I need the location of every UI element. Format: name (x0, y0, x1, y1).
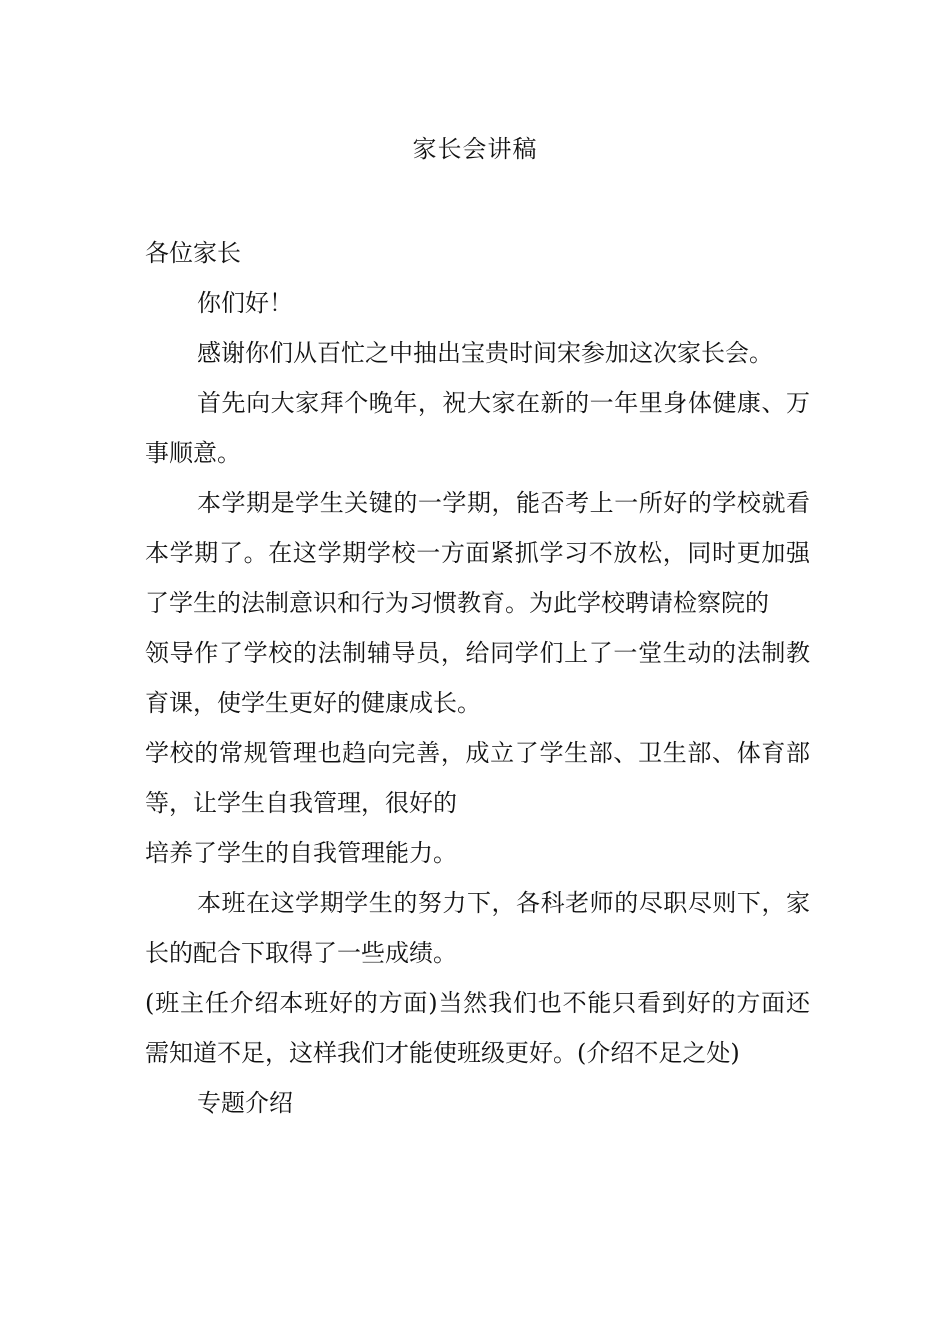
paragraph-self-management: 培养了学生的自我管理能力。 (145, 839, 457, 867)
paragraph-class-achievements: 本班在这学期学生的努力下，各科老师的尽职尽则下，家长的配合下取得了一些成绩。 (145, 889, 810, 967)
paragraph-routine-management: 学校的常规管理也趋向完善，成立了学生部、卫生部、体育部等，让学生自我管理，很好的 (145, 739, 810, 817)
document-body (145, 228, 810, 1128)
paragraph-greeting: 各位家长 (145, 239, 241, 267)
paragraph-new-year-wishes: 首先向大家拜个晚年，祝大家在新的一年里身体健康、万事顺意。 (145, 389, 810, 467)
paragraph-hello: 你们好！ (197, 289, 293, 317)
paragraph-thanks: 感谢你们从百忙之中抽出宝贵时间宋参加这次家长会。 (197, 339, 773, 367)
paragraph-class-strengths-weaknesses: (班主任介绍本班好的方面)当然我们也不能只看到好的方面还需知道不足，这样我们才能使班级更好。(介绍不足之处) (145, 989, 810, 1067)
document-title: 家长会讲稿 (412, 135, 538, 163)
paragraph-semester-importance: 本学期是学生关键的一学期，能否考上一所好的学校就看本学期了。在这学期学校一方面紧抓学习不放松，同时更加强了学生的法制意识和行为习惯教育。为此学校聘请检察院的 (145, 489, 810, 617)
paragraph-legal-education: 领导作了学校的法制辅导员，给同学们上了一堂生动的法制教育课，使学生更好的健康成长。 (145, 639, 810, 717)
paragraph-special-topic: 专题介绍 (197, 1089, 293, 1117)
